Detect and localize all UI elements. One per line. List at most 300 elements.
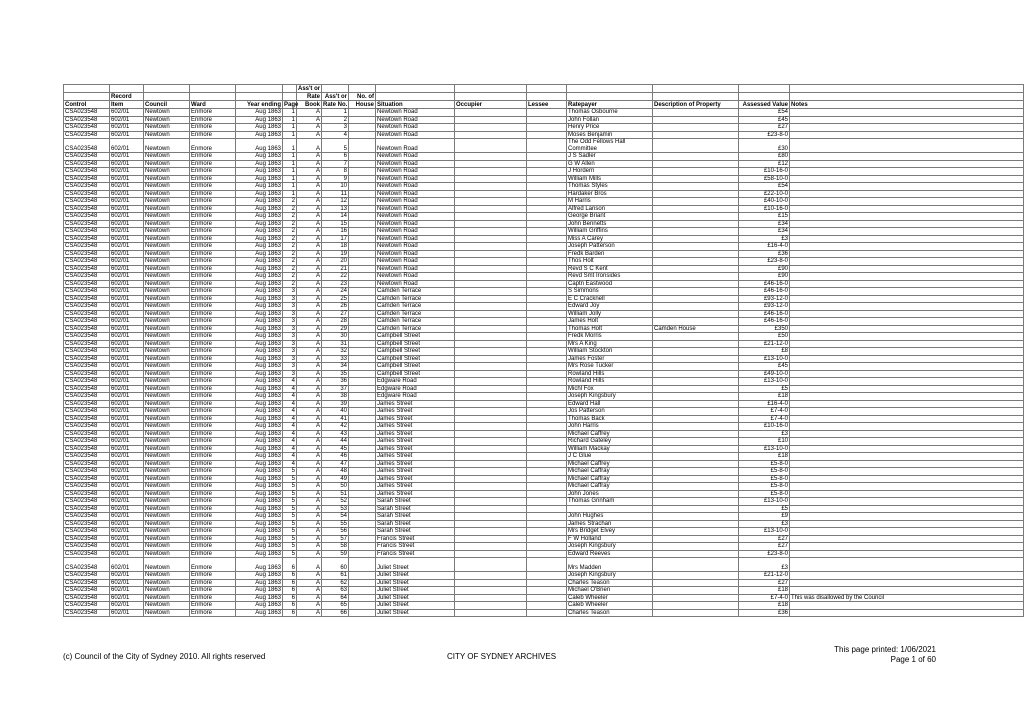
table-row	[64, 423, 1024, 431]
cell-ratepayer: M Harris	[567, 198, 653, 206]
cell-lessee	[527, 475, 567, 483]
cell-notes	[790, 468, 1024, 476]
cell-notes	[790, 423, 1024, 431]
cell-description	[653, 250, 739, 258]
cell-rate-no: 58	[322, 543, 349, 551]
cell-year: Aug 1863	[236, 520, 283, 528]
cell-house	[349, 205, 376, 213]
cell-ward: Enmore	[190, 393, 236, 401]
cell-value: £350	[739, 325, 790, 333]
cell-ward: Enmore	[190, 153, 236, 161]
cell-item: 602/01	[110, 235, 144, 243]
cell-lessee	[527, 348, 567, 356]
cell-item: 602/01	[110, 378, 144, 386]
cell-year: Aug 1863	[236, 370, 283, 378]
cell-notes	[790, 535, 1024, 543]
cell-value: £46-16-0	[739, 318, 790, 326]
cell-book: A	[297, 408, 322, 416]
cell-control: CSA023548	[64, 325, 110, 333]
cell-control: CSA023548	[64, 228, 110, 236]
cell-book: A	[297, 370, 322, 378]
cell-lessee	[527, 220, 567, 228]
cell-notes	[790, 355, 1024, 363]
cell-ward: Enmore	[190, 543, 236, 551]
cell-ratepayer: George Briant	[567, 213, 653, 221]
cell-book: A	[297, 303, 322, 311]
cell-control: CSA023548	[64, 579, 110, 587]
cell-item: 602/01	[110, 340, 144, 348]
cell-rate-no: 50	[322, 483, 349, 491]
cell-rate-no: 24	[322, 288, 349, 296]
cell-item: 602/01	[110, 116, 144, 124]
table-row	[64, 498, 1024, 506]
cell-house	[349, 258, 376, 266]
cell-page: 4	[283, 385, 297, 393]
cell-item: 602/01	[110, 385, 144, 393]
cell-item: 602/01	[110, 310, 144, 318]
header-house-no-top: No. of	[349, 93, 376, 101]
cell-council: Newtown	[144, 205, 190, 213]
cell-occupier	[455, 265, 527, 273]
cell-ratepayer: John Hughes	[567, 513, 653, 521]
cell-description	[653, 520, 739, 528]
cell-book: A	[297, 109, 322, 117]
cell-house	[349, 400, 376, 408]
cell-ward: Enmore	[190, 385, 236, 393]
cell-description	[653, 528, 739, 536]
cell-item: 602/01	[110, 190, 144, 198]
cell-ratepayer: Thomas Back	[567, 415, 653, 423]
cell-ward: Enmore	[190, 318, 236, 326]
cell-book: A	[297, 243, 322, 251]
cell-description	[653, 513, 739, 521]
cell-council: Newtown	[144, 423, 190, 431]
cell-house	[349, 160, 376, 168]
cell-situation: Juliet Street	[376, 609, 455, 617]
cell-council: Newtown	[144, 303, 190, 311]
cell-value: £7-4-0	[739, 408, 790, 416]
cell-book: A	[297, 340, 322, 348]
cell-ward: Enmore	[190, 535, 236, 543]
cell-rate-no: 39	[322, 400, 349, 408]
cell-value: £3	[739, 235, 790, 243]
cell-value: £46-16-0	[739, 310, 790, 318]
cell-notes	[790, 572, 1024, 580]
cell-ward: Enmore	[190, 273, 236, 281]
cell-year: Aug 1863	[236, 483, 283, 491]
cell-item: 602/01	[110, 483, 144, 491]
cell-item: 602/01	[110, 400, 144, 408]
cell-book: A	[297, 153, 322, 161]
cell-house	[349, 460, 376, 468]
cell-page: 2	[283, 250, 297, 258]
cell-year: Aug 1863	[236, 303, 283, 311]
cell-house	[349, 325, 376, 333]
cell-page: 4	[283, 408, 297, 416]
cell-value: £5-8-0	[739, 490, 790, 498]
cell-ward: Enmore	[190, 325, 236, 333]
cell-year: Aug 1863	[236, 198, 283, 206]
copyright-notice: (c) Council of the City of Sydney 2010. All rights reserved	[63, 652, 266, 661]
cell-house	[349, 303, 376, 311]
cell-item: 602/01	[110, 288, 144, 296]
cell-item: 602/01	[110, 535, 144, 543]
cell-year: Aug 1863	[236, 498, 283, 506]
cell-rate-no: 44	[322, 438, 349, 446]
cell-lessee	[527, 310, 567, 318]
cell-page: 2	[283, 273, 297, 281]
cell-council: Newtown	[144, 265, 190, 273]
cell-notes	[790, 124, 1024, 132]
table-row	[64, 602, 1024, 610]
cell-notes	[790, 393, 1024, 401]
header-cell	[790, 85, 1024, 93]
cell-notes	[790, 475, 1024, 483]
cell-council: Newtown	[144, 513, 190, 521]
cell-lessee	[527, 235, 567, 243]
cell-book: A	[297, 483, 322, 491]
cell-item: 602/01	[110, 318, 144, 326]
cell-description	[653, 543, 739, 551]
cell-ward: Enmore	[190, 109, 236, 117]
cell-occupier	[455, 213, 527, 221]
cell-item: 602/01	[110, 265, 144, 273]
cell-ward: Enmore	[190, 370, 236, 378]
cell-control: CSA023548	[64, 460, 110, 468]
cell-control: CSA023548	[64, 288, 110, 296]
cell-book: A	[297, 558, 322, 572]
cell-ratepayer: Captn Eastwood	[567, 280, 653, 288]
cell-year: Aug 1863	[236, 160, 283, 168]
cell-council: Newtown	[144, 190, 190, 198]
cell-item: 602/01	[110, 160, 144, 168]
cell-value: £7-4-0	[739, 594, 790, 602]
cell-ratepayer: Mrs Bridget Elvey	[567, 528, 653, 536]
cell-year: Aug 1863	[236, 475, 283, 483]
cell-occupier	[455, 415, 527, 423]
cell-situation: Newtown Road	[376, 116, 455, 124]
cell-house	[349, 333, 376, 341]
cell-control: CSA023548	[64, 423, 110, 431]
cell-occupier	[455, 490, 527, 498]
cell-value: £5-8-0	[739, 460, 790, 468]
cell-lessee	[527, 198, 567, 206]
cell-lessee	[527, 153, 567, 161]
cell-notes	[790, 213, 1024, 221]
cell-description	[653, 228, 739, 236]
cell-value: £13-10-0	[739, 378, 790, 386]
cell-description	[653, 160, 739, 168]
cell-council: Newtown	[144, 483, 190, 491]
table-row	[64, 190, 1024, 198]
cell-council: Newtown	[144, 340, 190, 348]
cell-occupier	[455, 445, 527, 453]
cell-house	[349, 385, 376, 393]
cell-value: £18	[739, 393, 790, 401]
cell-year: Aug 1863	[236, 265, 283, 273]
table-row	[64, 550, 1024, 558]
cell-value: £36	[739, 250, 790, 258]
cell-situation: Juliet Street	[376, 602, 455, 610]
cell-ratepayer: J Hordern	[567, 168, 653, 176]
cell-house	[349, 273, 376, 281]
cell-year: Aug 1863	[236, 535, 283, 543]
cell-rate-no: 21	[322, 265, 349, 273]
cell-occupier	[455, 288, 527, 296]
cell-situation: Juliet Street	[376, 587, 455, 595]
cell-page: 2	[283, 280, 297, 288]
cell-council: Newtown	[144, 250, 190, 258]
table-row	[64, 348, 1024, 356]
cell-ward: Enmore	[190, 124, 236, 132]
cell-page: 2	[283, 228, 297, 236]
cell-value: £58-10-0	[739, 175, 790, 183]
cell-ward: Enmore	[190, 190, 236, 198]
cell-value: £80	[739, 153, 790, 161]
cell-ward: Enmore	[190, 415, 236, 423]
cell-ratepayer: William Jolly	[567, 310, 653, 318]
cell-lessee	[527, 468, 567, 476]
cell-ratepayer: Edward Hall	[567, 400, 653, 408]
table-row	[64, 228, 1024, 236]
header-cell	[144, 85, 190, 93]
cell-value: £22-10-0	[739, 190, 790, 198]
table-row	[64, 153, 1024, 161]
cell-value: £45	[739, 116, 790, 124]
cell-council: Newtown	[144, 243, 190, 251]
cell-house	[349, 498, 376, 506]
cell-rate-no: 53	[322, 505, 349, 513]
cell-council: Newtown	[144, 325, 190, 333]
cell-occupier	[455, 295, 527, 303]
cell-value: £5	[739, 505, 790, 513]
cell-lessee	[527, 295, 567, 303]
cell-value: £15	[739, 213, 790, 221]
cell-ward: Enmore	[190, 288, 236, 296]
cell-ratepayer: John Harris	[567, 423, 653, 431]
header-control: Control	[64, 101, 110, 109]
cell-situation: James Street	[376, 445, 455, 453]
cell-item: 602/01	[110, 213, 144, 221]
cell-description	[653, 355, 739, 363]
cell-year: Aug 1863	[236, 243, 283, 251]
cell-council: Newtown	[144, 168, 190, 176]
cell-value: £3	[739, 520, 790, 528]
cell-rate-no: 57	[322, 535, 349, 543]
header-cell	[739, 93, 790, 101]
cell-item: 602/01	[110, 109, 144, 117]
cell-control: CSA023548	[64, 340, 110, 348]
cell-item: 602/01	[110, 228, 144, 236]
cell-council: Newtown	[144, 528, 190, 536]
archive-name: CITY OF SYDNEY ARCHIVES	[447, 652, 557, 661]
cell-description	[653, 190, 739, 198]
cell-house	[349, 295, 376, 303]
cell-year: Aug 1863	[236, 602, 283, 610]
cell-notes	[790, 333, 1024, 341]
cell-value: £45	[739, 363, 790, 371]
cell-notes: This was disallowed by the Council	[790, 594, 1024, 602]
cell-lessee	[527, 438, 567, 446]
cell-control: CSA023548	[64, 183, 110, 191]
cell-rate-no: 8	[322, 168, 349, 176]
cell-situation: James Street	[376, 400, 455, 408]
cell-year: Aug 1863	[236, 213, 283, 221]
cell-rate-no: 22	[322, 273, 349, 281]
cell-year: Aug 1863	[236, 310, 283, 318]
cell-council: Newtown	[144, 355, 190, 363]
table-row	[64, 430, 1024, 438]
cell-ratepayer: Caleb Wheeler	[567, 602, 653, 610]
table-row	[64, 370, 1024, 378]
cell-house	[349, 198, 376, 206]
cell-description	[653, 423, 739, 431]
cell-situation: Francis Street	[376, 550, 455, 558]
cell-house	[349, 363, 376, 371]
cell-value: £3	[739, 430, 790, 438]
cell-council: Newtown	[144, 393, 190, 401]
cell-page: 5	[283, 468, 297, 476]
cell-item: 602/01	[110, 198, 144, 206]
cell-ratepayer: Thomas Holt	[567, 325, 653, 333]
cell-council: Newtown	[144, 498, 190, 506]
cell-year: Aug 1863	[236, 258, 283, 266]
cell-council: Newtown	[144, 348, 190, 356]
cell-year: Aug 1863	[236, 415, 283, 423]
cell-year: Aug 1863	[236, 280, 283, 288]
cell-house	[349, 528, 376, 536]
cell-situation: Edgware Road	[376, 393, 455, 401]
cell-value: £23-8-0	[739, 131, 790, 139]
cell-lessee	[527, 408, 567, 416]
cell-book: A	[297, 250, 322, 258]
cell-description	[653, 220, 739, 228]
table-row	[64, 160, 1024, 168]
cell-page: 6	[283, 579, 297, 587]
cell-occupier	[455, 378, 527, 386]
cell-situation: Newtown Road	[376, 175, 455, 183]
cell-page: 4	[283, 378, 297, 386]
cell-ward: Enmore	[190, 265, 236, 273]
table-row	[64, 535, 1024, 543]
cell-year: Aug 1863	[236, 183, 283, 191]
table-row	[64, 513, 1024, 521]
cell-ward: Enmore	[190, 572, 236, 580]
cell-house	[349, 453, 376, 461]
cell-ratepayer: John Follan	[567, 116, 653, 124]
cell-page: 4	[283, 453, 297, 461]
cell-description	[653, 363, 739, 371]
table-row	[64, 303, 1024, 311]
cell-lessee	[527, 280, 567, 288]
cell-ward: Enmore	[190, 131, 236, 139]
table-row	[64, 483, 1024, 491]
cell-value: £7-4-0	[739, 415, 790, 423]
cell-description	[653, 273, 739, 281]
cell-situation: Sarah Street	[376, 513, 455, 521]
cell-notes	[790, 415, 1024, 423]
cell-control: CSA023548	[64, 543, 110, 551]
cell-value: £10-16-0	[739, 205, 790, 213]
cell-year: Aug 1863	[236, 175, 283, 183]
cell-rate-no: 11	[322, 190, 349, 198]
table-row	[64, 139, 1024, 153]
cell-description	[653, 310, 739, 318]
cell-year: Aug 1863	[236, 505, 283, 513]
cell-occupier	[455, 124, 527, 132]
cell-occupier	[455, 475, 527, 483]
cell-page: 4	[283, 460, 297, 468]
cell-value: £46-16-0	[739, 288, 790, 296]
header-cell	[283, 85, 297, 93]
cell-page: 6	[283, 558, 297, 572]
cell-council: Newtown	[144, 183, 190, 191]
cell-lessee	[527, 513, 567, 521]
cell-description	[653, 594, 739, 602]
cell-house	[349, 310, 376, 318]
cell-ward: Enmore	[190, 340, 236, 348]
cell-description	[653, 579, 739, 587]
cell-occupier	[455, 438, 527, 446]
cell-ward: Enmore	[190, 183, 236, 191]
cell-notes	[790, 153, 1024, 161]
cell-control: CSA023548	[64, 602, 110, 610]
cell-item: 602/01	[110, 183, 144, 191]
cell-ratepayer: J S Sadler	[567, 153, 653, 161]
cell-book: A	[297, 213, 322, 221]
cell-house	[349, 124, 376, 132]
cell-item: 602/01	[110, 558, 144, 572]
cell-situation: Juliet Street	[376, 572, 455, 580]
cell-book: A	[297, 175, 322, 183]
cell-house	[349, 370, 376, 378]
table-row	[64, 393, 1024, 401]
cell-value: £16-4-0	[739, 243, 790, 251]
cell-item: 602/01	[110, 594, 144, 602]
cell-year: Aug 1863	[236, 153, 283, 161]
cell-ward: Enmore	[190, 213, 236, 221]
table-row	[64, 280, 1024, 288]
header-cell	[190, 85, 236, 93]
cell-year: Aug 1863	[236, 587, 283, 595]
cell-occupier	[455, 468, 527, 476]
cell-situation: Newtown Road	[376, 250, 455, 258]
cell-control: CSA023548	[64, 468, 110, 476]
cell-ratepayer: Joseph Kingsbury	[567, 572, 653, 580]
cell-notes	[790, 175, 1024, 183]
cell-notes	[790, 220, 1024, 228]
header-assessed-value: Assessed Value	[739, 101, 790, 109]
cell-description	[653, 393, 739, 401]
cell-occupier	[455, 318, 527, 326]
cell-item: 602/01	[110, 175, 144, 183]
cell-item: 602/01	[110, 168, 144, 176]
cell-book: A	[297, 258, 322, 266]
cell-description	[653, 378, 739, 386]
cell-rate-no: 41	[322, 415, 349, 423]
cell-control: CSA023548	[64, 490, 110, 498]
cell-rate-no: 15	[322, 220, 349, 228]
cell-notes	[790, 609, 1024, 617]
cell-notes	[790, 258, 1024, 266]
cell-situation: Camden Terrace	[376, 318, 455, 326]
cell-council: Newtown	[144, 558, 190, 572]
cell-rate-no: 64	[322, 594, 349, 602]
cell-rate-no: 52	[322, 498, 349, 506]
cell-ward: Enmore	[190, 513, 236, 521]
cell-notes	[790, 190, 1024, 198]
cell-lessee	[527, 190, 567, 198]
